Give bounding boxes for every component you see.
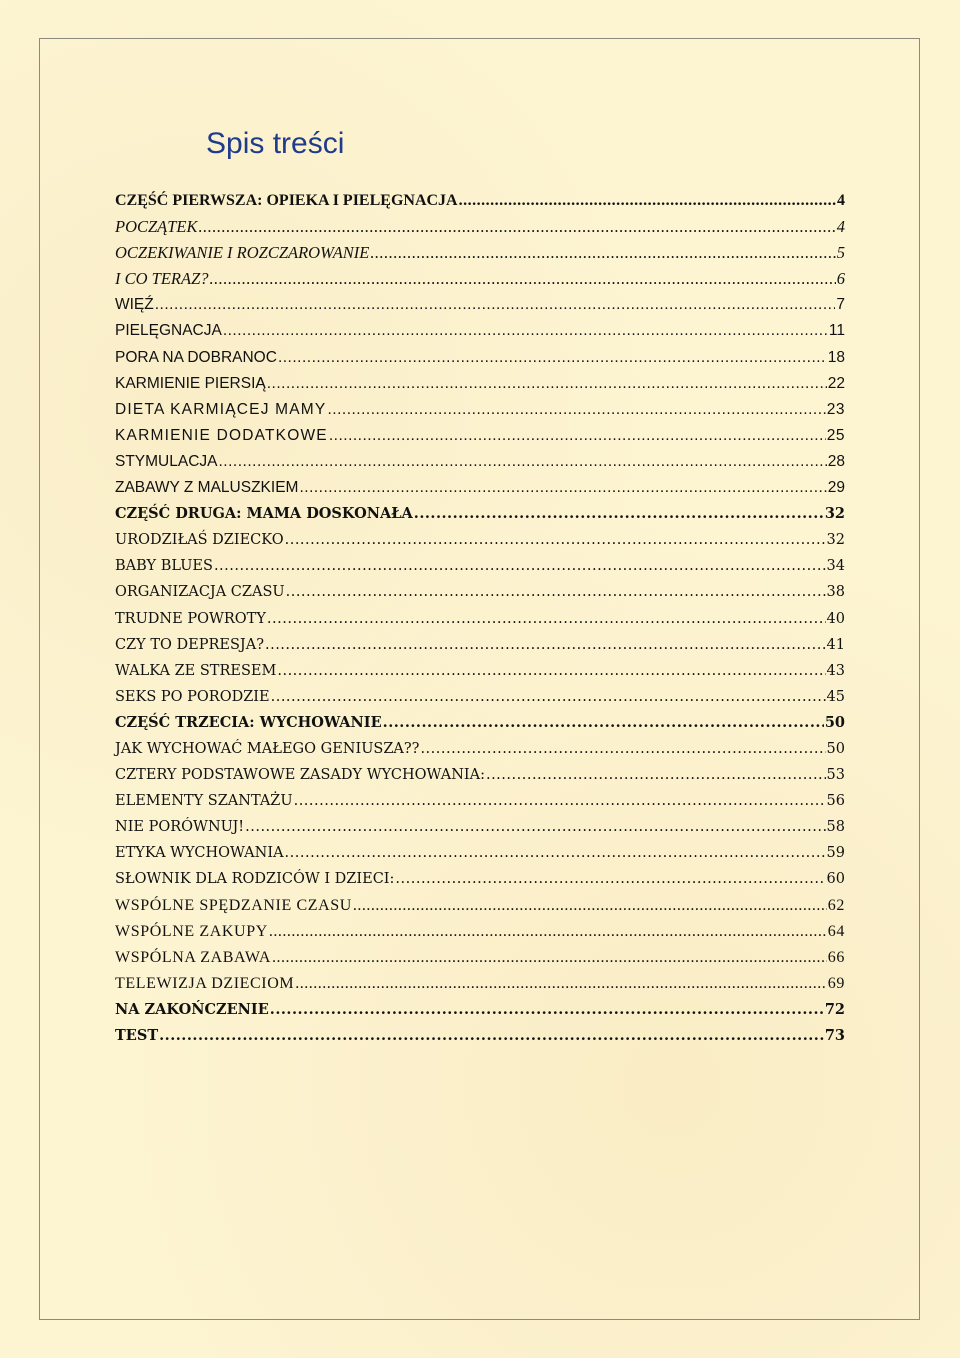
dot-leader <box>299 475 826 501</box>
toc-entry[interactable] <box>115 449 845 475</box>
dot-leader <box>265 632 826 658</box>
dot-leader <box>383 710 824 736</box>
toc-entry-label: PIELĘGNACJA <box>115 322 222 340</box>
dot-leader <box>159 1023 824 1049</box>
toc-entry-label: DIETA KARMIĄCEJ MAMY <box>115 400 327 418</box>
dot-leader <box>420 736 825 762</box>
toc-entry[interactable] <box>115 501 845 527</box>
toc-entry[interactable] <box>115 632 845 658</box>
dot-leader <box>285 527 826 553</box>
dot-leader <box>155 292 836 318</box>
dot-leader <box>267 606 826 632</box>
dot-leader <box>294 788 826 814</box>
dot-leader <box>278 345 827 371</box>
toc-entry[interactable] <box>115 527 845 553</box>
toc-entry[interactable] <box>115 475 845 501</box>
toc-entry-label: TRUDNE POWROTY <box>115 610 266 627</box>
toc-entry-page: 38 <box>826 584 845 601</box>
toc-entry[interactable] <box>115 266 845 292</box>
dot-leader <box>270 997 824 1023</box>
toc-entry-label: CZY TO DEPRESJA? <box>115 636 264 653</box>
toc-entry[interactable] <box>115 736 845 762</box>
dot-leader <box>223 318 828 344</box>
toc-entry-label: KARMIENIE PIERSIĄ <box>115 374 266 392</box>
toc-entry[interactable] <box>115 318 845 344</box>
toc-entry-page: 5 <box>836 243 845 263</box>
toc-entry-label: JAK WYCHOWAĆ MAŁEGO GENIUSZA?? <box>115 740 420 757</box>
toc-entry-page: 62 <box>827 896 845 914</box>
toc-entry-page: 40 <box>826 610 845 627</box>
toc-entry-label: ETYKA WYCHOWANIA <box>115 845 284 862</box>
toc-entry[interactable] <box>115 579 845 605</box>
toc-entry[interactable] <box>115 371 845 397</box>
dot-leader <box>414 501 824 527</box>
toc-entry[interactable] <box>115 814 845 840</box>
toc-entry-page: 59 <box>826 845 845 862</box>
dot-leader <box>219 449 827 475</box>
toc-entry-label: NIE PORÓWNUJ! <box>115 819 245 836</box>
toc-entry-label: WSPÓLNE SPĘDZANIE CZASU <box>115 896 352 914</box>
toc-entry-page: 22 <box>827 374 845 392</box>
page-title: Spis treści <box>206 127 345 160</box>
dot-leader <box>269 919 827 945</box>
toc-entry[interactable] <box>115 945 845 971</box>
toc-entry[interactable] <box>115 762 845 788</box>
toc-entry[interactable] <box>115 214 845 240</box>
toc-entry-label: WSPÓLNA ZABAWA <box>115 948 272 966</box>
toc-entry-page: 4 <box>836 217 845 237</box>
toc-entry-page: 41 <box>826 636 845 653</box>
toc-entry-page: 6 <box>836 269 845 289</box>
toc-entry-label: CZĘŚĆ TRZECIA: WYCHOWANIE <box>115 713 382 731</box>
dot-leader <box>267 371 827 397</box>
toc-entry-label: ZABAWY Z MALUSZKIEM <box>115 479 299 497</box>
dot-leader <box>199 214 836 240</box>
dot-leader <box>245 814 825 840</box>
toc-entry-label: TELEWIZJA DZIECIOM <box>115 974 295 992</box>
toc-entry[interactable] <box>115 893 845 919</box>
toc-entry-page: 43 <box>826 662 845 679</box>
dot-leader <box>271 684 826 710</box>
toc-entry[interactable] <box>115 971 845 997</box>
toc-entry-label: OCZEKIWANIE I ROZCZAROWANIE <box>115 243 370 263</box>
toc-entry-label: I CO TERAZ? <box>115 269 209 289</box>
toc-entry-page: 64 <box>827 922 845 940</box>
dot-leader <box>329 423 826 449</box>
toc-entry-label: STYMULACJA <box>115 452 218 470</box>
toc-entry-label: CZĘŚĆ PIERWSZA: OPIEKA I PIELĘGNACJA <box>115 192 458 209</box>
toc-entry-page: 7 <box>836 296 845 314</box>
dot-leader <box>285 840 826 866</box>
toc-entry[interactable] <box>115 684 845 710</box>
toc-entry-page: 28 <box>827 452 845 470</box>
toc-entry[interactable] <box>115 606 845 632</box>
toc-entry-page: 29 <box>827 479 845 497</box>
toc-entry-page: 60 <box>826 871 845 888</box>
toc-entry[interactable] <box>115 997 845 1023</box>
toc-entry-label: URODZIŁAŚ DZIECKO <box>115 532 284 549</box>
toc-entry[interactable] <box>115 658 845 684</box>
dot-leader <box>459 188 836 214</box>
dot-leader <box>327 397 825 423</box>
toc-entry-page: 50 <box>826 740 845 757</box>
dot-leader <box>277 658 825 684</box>
toc-entry-label: TEST <box>115 1027 159 1044</box>
toc-entry-label: CZĘŚĆ DRUGA: MAMA DOSKONAŁA <box>115 505 413 523</box>
dot-leader <box>370 240 835 266</box>
dot-leader <box>210 266 836 292</box>
toc-entry[interactable] <box>115 840 845 866</box>
toc-entry[interactable] <box>115 553 845 579</box>
toc-entry-page: 58 <box>826 819 845 836</box>
toc-entry-page: 56 <box>826 793 845 810</box>
toc-entry-label: WSPÓLNE ZAKUPY <box>115 922 268 940</box>
toc-entry[interactable] <box>115 919 845 945</box>
toc-entry-label: KARMIENIE DODATKOWE <box>115 426 328 444</box>
toc-entry[interactable] <box>115 345 845 371</box>
toc-entry-label: WIĘŹ <box>115 296 154 314</box>
dot-leader <box>286 579 826 605</box>
toc-entry-page: 72 <box>824 1000 845 1018</box>
toc-entry-page: 69 <box>827 974 845 992</box>
toc-entry-label: POCZĄTEK <box>115 217 198 237</box>
toc-entry-page: 53 <box>826 767 845 784</box>
toc-entry[interactable] <box>115 866 845 892</box>
toc-entry[interactable] <box>115 188 845 214</box>
toc-entry-page: 4 <box>837 192 845 209</box>
toc-entry-page: 66 <box>827 948 845 966</box>
toc-entry-page: 32 <box>826 532 845 549</box>
toc-entry-page: 18 <box>827 348 845 366</box>
dot-leader <box>353 893 827 919</box>
toc-entry-label: BABY BLUES <box>115 558 213 575</box>
toc-entry-page: 23 <box>826 400 845 418</box>
toc-entry-label: SEKS PO PORODZIE <box>115 688 270 705</box>
toc-entry[interactable] <box>115 710 845 736</box>
toc-entry-label: ORGANIZACJA CZASU <box>115 584 285 601</box>
toc-entry-page: 32 <box>824 505 845 523</box>
table-of-contents <box>115 188 845 1049</box>
toc-entry-label: NA ZAKOŃCZENIE <box>115 1000 269 1018</box>
toc-entry[interactable] <box>115 1023 845 1049</box>
toc-entry[interactable] <box>115 423 845 449</box>
toc-entry-label: PORA NA DOBRANOC <box>115 348 277 366</box>
toc-entry-page: 45 <box>826 688 845 705</box>
dot-leader <box>486 762 826 788</box>
dot-leader <box>295 971 827 997</box>
toc-entry-page: 25 <box>826 426 845 444</box>
toc-entry-page: 50 <box>824 713 845 731</box>
toc-entry-label: WALKA ZE STRESEM <box>115 662 277 679</box>
toc-entry-label: SŁOWNIK DLA RODZICÓW I DZIECI: <box>115 871 395 888</box>
toc-entry[interactable] <box>115 788 845 814</box>
toc-entry-label: CZTERY PODSTAWOWE ZASADY WYCHOWANIA: <box>115 767 485 784</box>
toc-entry-page: 34 <box>826 558 845 575</box>
toc-entry-page: 73 <box>824 1027 845 1044</box>
dot-leader <box>395 866 825 892</box>
toc-entry-label: ELEMENTY SZANTAŻU <box>115 793 293 810</box>
toc-entry-page: 11 <box>828 322 845 340</box>
dot-leader <box>214 553 826 579</box>
toc-entry[interactable] <box>115 397 845 423</box>
toc-entry[interactable] <box>115 292 845 318</box>
toc-entry[interactable] <box>115 240 845 266</box>
dot-leader <box>272 945 827 971</box>
